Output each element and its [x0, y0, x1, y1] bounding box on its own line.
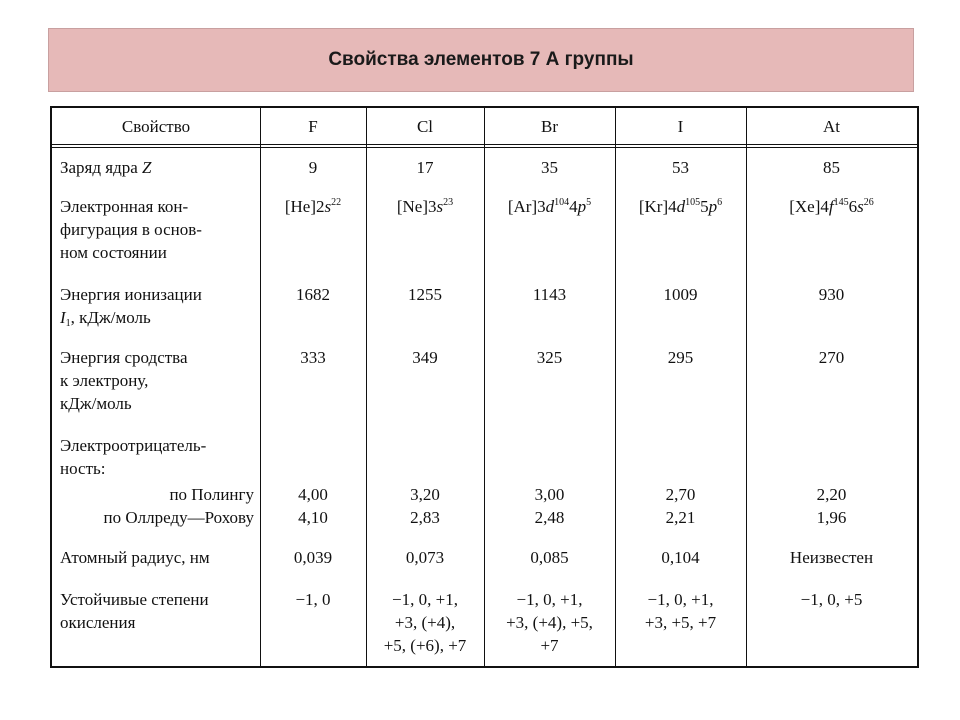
config-i: $[Kr]4d^{105}5p^6$ [638, 197, 723, 216]
header-i: I [677, 117, 684, 136]
oxidation-br-line: −1, 0, +1, [516, 590, 583, 609]
charge-f: 9 [308, 158, 318, 177]
row-label-oxidation-1: Устойчивые степени [60, 590, 209, 609]
affinity-cl: 349 [412, 348, 438, 367]
allred-i: 2,21 [665, 508, 696, 527]
slide-title-bar [48, 28, 914, 92]
row-label-affinity-1: Энергия сродства [60, 348, 188, 367]
row-label-ionization-2: $I_1$, кДж/моль [60, 308, 151, 329]
ionization-br: 1143 [532, 285, 567, 304]
oxidation-cl-line: +5, (+6), +7 [383, 636, 467, 655]
pauling-cl: 3,20 [410, 485, 440, 504]
allred-f: 4,10 [298, 508, 328, 527]
row-label-radius: Атомный радиус, нм [60, 548, 210, 567]
radius-f: 0,039 [293, 548, 333, 567]
row-label-ionization-1: Энергия ионизации [60, 285, 202, 304]
allred-at: 1,96 [816, 508, 847, 527]
oxidation-f-line: −1, 0 [295, 590, 331, 609]
oxidation-i-line: +3, +5, +7 [644, 613, 717, 632]
row-label-config-2: фигурация в основ- [60, 220, 202, 239]
header-at: At [823, 117, 840, 136]
oxidation-cl-line: −1, 0, +1, [392, 590, 458, 609]
pauling-at: 2,20 [816, 485, 847, 504]
affinity-i: 295 [667, 348, 694, 367]
affinity-at: 270 [818, 348, 845, 367]
oxidation-cl-line: +3, (+4), [394, 613, 456, 632]
charge-at: 85 [823, 158, 840, 177]
row-label-config-1: Электронная кон- [60, 197, 189, 216]
row-label-affinity-3: кДж/моль [60, 394, 132, 413]
oxidation-br-line: +3, (+4), +5, [506, 613, 593, 632]
config-f: $[He]2s^{22}$ [284, 197, 342, 216]
header-br: Br [541, 117, 558, 136]
oxidation-br-line: +7 [540, 636, 559, 655]
properties-table [50, 106, 919, 668]
ionization-i: 1009 [663, 285, 698, 304]
pauling-br: 3,00 [534, 485, 565, 504]
ionization-f: 1682 [296, 285, 330, 304]
header-property: Свойство [121, 117, 191, 136]
radius-at: Неизвестен [789, 548, 874, 567]
radius-cl: 0,073 [405, 548, 445, 567]
header-f: F [308, 117, 318, 136]
row-label-charge: Заряд ядра Z [60, 158, 152, 177]
row-label-pauling: по Полингу [169, 485, 254, 504]
config-at: $[Xe]4f^{145}6s^{26}$ [789, 197, 874, 216]
affinity-br: 325 [536, 348, 563, 367]
charge-br: 35 [541, 158, 558, 177]
col-divider [260, 108, 261, 666]
col-divider [746, 108, 747, 666]
charge-cl: 17 [416, 158, 434, 177]
radius-i: 0,104 [661, 548, 700, 567]
ionization-cl: 1255 [408, 285, 442, 304]
ionization-at: 930 [818, 285, 845, 304]
charge-i: 53 [672, 158, 689, 177]
config-br: $[Ar]3d^{104}4p^5$ [507, 197, 592, 216]
col-divider [366, 108, 367, 666]
row-label-en-2: ность: [60, 459, 106, 478]
pauling-i: 2,70 [665, 485, 696, 504]
config-cl: $[Ne]3s^{23}$ [396, 197, 454, 216]
row-label-en-1: Электроотрицатель- [60, 436, 207, 455]
pauling-f: 4,00 [298, 485, 328, 504]
allred-cl: 2,83 [410, 508, 440, 527]
affinity-f: 333 [300, 348, 326, 367]
header-divider [52, 144, 917, 148]
row-label-affinity-2: к электрону, [60, 371, 149, 390]
header-cl: Cl [416, 117, 434, 136]
slide-title: Свойства элементов 7 А группы [328, 49, 634, 70]
row-label-allred: по Оллреду—Рохову [103, 508, 254, 527]
row-label-oxidation-2: окисления [60, 613, 136, 632]
radius-br: 0,085 [530, 548, 569, 567]
col-divider [615, 108, 616, 666]
col-divider [484, 108, 485, 666]
row-label-config-3: ном состоянии [60, 243, 167, 262]
allred-br: 2,48 [534, 508, 565, 527]
oxidation-i-line: −1, 0, +1, [647, 590, 714, 609]
oxidation-at-line: −1, 0, +5 [800, 590, 863, 609]
